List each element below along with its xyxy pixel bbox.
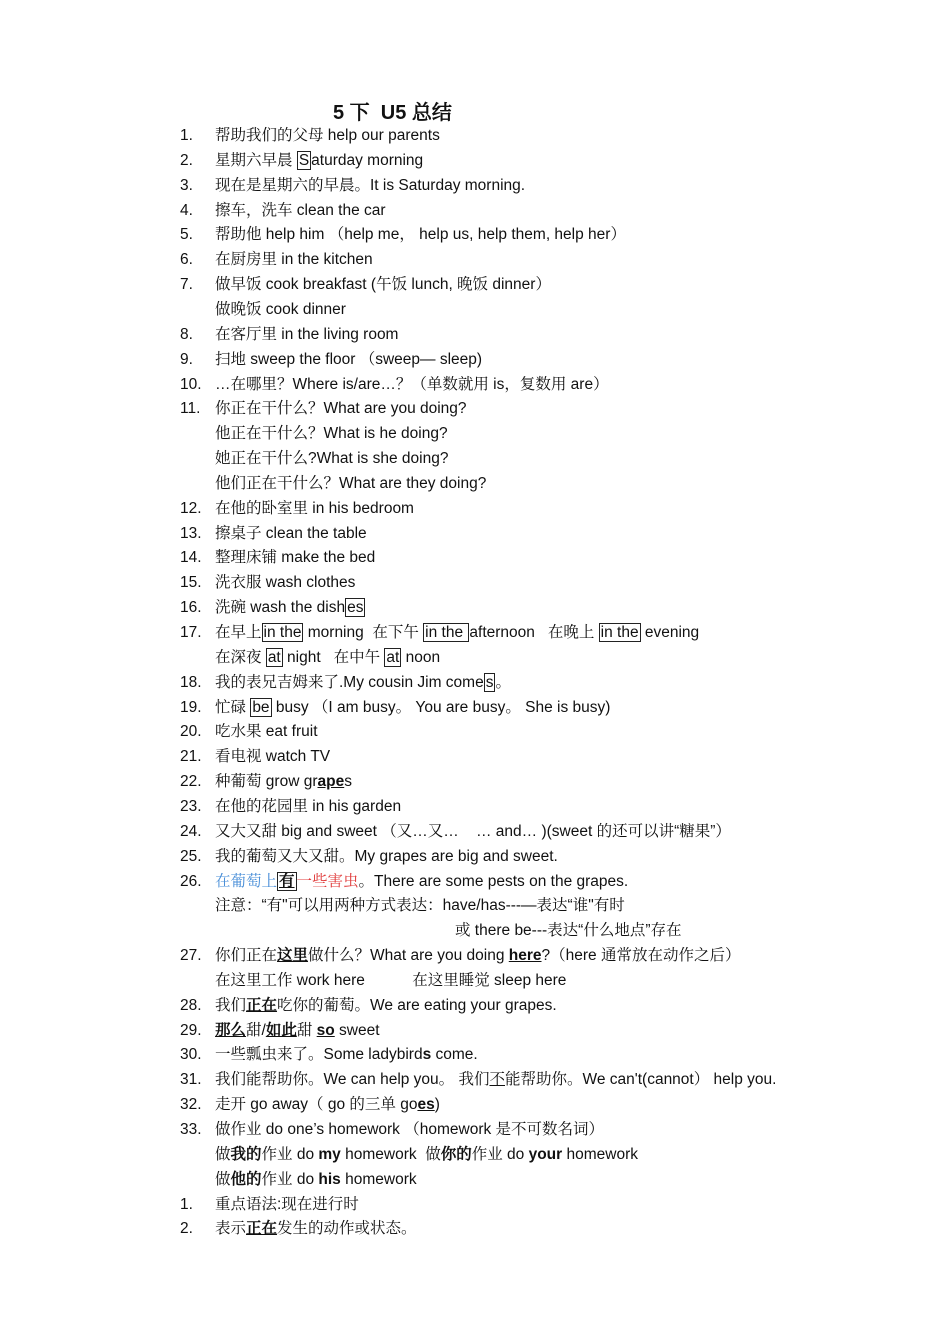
text-run: 又大又甜 big and sweet （又…又… … and… )(sweet 的还可以讲“糖果”） bbox=[215, 822, 731, 840]
line-text bbox=[215, 1043, 478, 1067]
text-run: 洗碗 wash the dish bbox=[215, 599, 346, 617]
text-run: ?（here 通常放在动作之后） bbox=[541, 947, 741, 965]
line-text bbox=[215, 1217, 417, 1241]
marked-text: 这里 bbox=[277, 947, 309, 965]
text-run: 表示 bbox=[215, 1220, 247, 1238]
text-run: evening bbox=[640, 624, 700, 641]
marked-text: s bbox=[485, 673, 494, 691]
line-number: 19. bbox=[180, 698, 202, 716]
text-run: 在他的卧室里 in his bedroom bbox=[215, 499, 414, 517]
marked-text: s bbox=[422, 1046, 432, 1064]
text-run: homework bbox=[562, 1145, 638, 1163]
line-text bbox=[215, 1193, 359, 1217]
line-text bbox=[215, 1068, 776, 1092]
line-text bbox=[215, 596, 365, 620]
text-run: 他们正在干什么？What are they doing? bbox=[215, 474, 487, 492]
text-run: 在深夜 bbox=[215, 648, 266, 666]
text-run: 他正在干什么？What is he doing? bbox=[215, 425, 448, 443]
text-run: 现在是星期六的早晨。It is Saturday morning. bbox=[215, 176, 526, 194]
text-run: aturday morning bbox=[311, 151, 424, 169]
line-number: 22. bbox=[180, 773, 202, 791]
line-text bbox=[215, 1118, 604, 1142]
marked-text: in the bbox=[263, 624, 302, 641]
text-run: 我的表兄吉姆来了.My cousin Jim come bbox=[215, 673, 484, 691]
line-number: 8. bbox=[180, 325, 193, 343]
text-run: 做什么？What are you doing bbox=[308, 947, 509, 965]
text-run: ) bbox=[434, 1096, 440, 1114]
marked-text: 正在 bbox=[246, 996, 278, 1014]
text-run: 甜 bbox=[296, 1021, 317, 1039]
line-number: 10. bbox=[180, 375, 202, 393]
text-run: 我的葡萄又大又甜。My grapes are big and sweet. bbox=[215, 847, 558, 865]
line-number: 4. bbox=[180, 201, 193, 219]
marked-text: his bbox=[318, 1170, 341, 1188]
text-run: 吃水果 eat fruit bbox=[215, 723, 318, 741]
line-text bbox=[215, 223, 626, 247]
text-run: 擦桌子 clean the table bbox=[215, 524, 367, 542]
line-text bbox=[215, 944, 740, 968]
marked-text: in the bbox=[600, 624, 639, 641]
marked-text: 那么 bbox=[215, 1021, 247, 1039]
line-text bbox=[215, 1168, 417, 1192]
line-number: 11. bbox=[180, 400, 201, 418]
text-run: 能帮助你。We can't(cannot） help you. bbox=[505, 1071, 777, 1089]
line-number: 2. bbox=[180, 1220, 193, 1238]
marked-text: at bbox=[267, 648, 281, 666]
line-number: 20. bbox=[180, 723, 202, 741]
line-number: 24. bbox=[180, 822, 202, 840]
text-run: 吃你的葡萄。We are eating your grapes. bbox=[277, 996, 557, 1014]
text-run: come. bbox=[431, 1046, 478, 1064]
marked-text: S bbox=[298, 151, 310, 169]
text-run: 重点语法:现在进行时 bbox=[215, 1195, 359, 1213]
line-text bbox=[215, 298, 346, 322]
line-number: 6. bbox=[180, 251, 193, 269]
marked-text: 正在 bbox=[246, 1220, 278, 1238]
text-run: 星期六早晨 bbox=[215, 151, 297, 169]
line-text bbox=[215, 497, 414, 521]
line-text bbox=[215, 745, 330, 769]
text-run: 她正在干什么?What is she doing? bbox=[215, 450, 449, 468]
text-run: homework 做 bbox=[340, 1145, 441, 1163]
text-run: 做 bbox=[215, 1170, 231, 1188]
text-run: 我们 bbox=[215, 996, 247, 1014]
line-number: 14. bbox=[180, 549, 202, 567]
text-run: 。There are some pests on the grapes. bbox=[358, 872, 629, 890]
marked-text: at bbox=[386, 648, 400, 666]
line-number: 16. bbox=[180, 599, 202, 617]
line-text bbox=[215, 472, 486, 496]
line-number: 30. bbox=[180, 1046, 202, 1064]
line-text bbox=[215, 1143, 638, 1167]
line-text bbox=[215, 894, 625, 918]
marked-text: 有 bbox=[279, 872, 295, 890]
line-text bbox=[215, 696, 610, 720]
marked-text: ape bbox=[317, 773, 345, 791]
line-text bbox=[215, 770, 352, 794]
marked-text: my bbox=[318, 1145, 341, 1163]
line-number: 2. bbox=[180, 151, 193, 169]
text-run: s bbox=[344, 773, 352, 791]
marked-text: 不 bbox=[489, 1071, 505, 1089]
line-number: 25. bbox=[180, 847, 202, 865]
text-run: 在他的花园里 in his garden bbox=[215, 797, 402, 815]
line-number: 27. bbox=[180, 947, 202, 965]
text-run: 我们能帮助你。We can help you。 我们 bbox=[215, 1071, 490, 1089]
text-run: afternoon 在晚上 bbox=[469, 624, 599, 641]
text-run: 你们正在 bbox=[215, 947, 278, 965]
text-run: 帮助他 help him （help me， help us, help them, help her） bbox=[215, 226, 626, 244]
line-number: 17. bbox=[180, 624, 202, 641]
line-number: 23. bbox=[180, 797, 202, 815]
line-number: 13. bbox=[180, 524, 202, 542]
line-text bbox=[215, 646, 440, 670]
text-run: 在这里工作 work here 在这里睡觉 sleep here bbox=[215, 971, 567, 989]
line-number: 1. bbox=[180, 1195, 193, 1213]
marked-text: es bbox=[417, 1096, 435, 1114]
text-run: 你正在干什么？What are you doing? bbox=[215, 400, 467, 418]
text-run: 洗衣服 wash clothes bbox=[215, 574, 356, 592]
text-run: sweet bbox=[334, 1021, 380, 1039]
text-run: noon bbox=[401, 648, 441, 666]
line-number: 12. bbox=[180, 499, 202, 517]
line-text bbox=[215, 1019, 380, 1043]
marked-text: es bbox=[347, 599, 364, 617]
line-text bbox=[215, 323, 398, 347]
line-text bbox=[215, 397, 467, 421]
marked-text: 我的 bbox=[230, 1145, 262, 1163]
marked-text: in the bbox=[425, 624, 468, 641]
text-run: 做晚饭 cook dinner bbox=[215, 300, 346, 318]
line-text bbox=[215, 671, 511, 695]
text-run: 擦车，洗车 clean the car bbox=[215, 201, 386, 219]
text-run: 一些瓢虫来了。Some ladybird bbox=[215, 1046, 423, 1064]
text-run: 注意：“有"可以用两种方式表达：have/has---—表达“谁"有时 bbox=[215, 897, 625, 915]
line-text bbox=[215, 720, 318, 744]
line-text bbox=[215, 870, 628, 894]
line-number: 7. bbox=[180, 276, 193, 294]
line-text bbox=[215, 969, 566, 993]
line-text bbox=[215, 422, 448, 446]
line-text bbox=[215, 124, 440, 148]
text-run: homework bbox=[340, 1170, 417, 1188]
marked-text: 在葡萄上 bbox=[215, 872, 278, 890]
line-number: 29. bbox=[180, 1021, 202, 1039]
marked-text: so bbox=[316, 1021, 335, 1039]
text-run: 。 bbox=[495, 673, 511, 691]
line-text bbox=[215, 546, 375, 570]
text-run: 做 bbox=[215, 1145, 231, 1163]
text-run: 或 there be---表达“什么地点”存在 bbox=[455, 922, 682, 940]
text-run: 做早饭 cook breakfast (午饭 lunch, 晚饭 dinner） bbox=[215, 276, 551, 294]
text-run: night 在中午 bbox=[282, 648, 385, 666]
marked-text: be bbox=[252, 698, 270, 716]
line-text bbox=[215, 621, 699, 645]
line-number: 1. bbox=[180, 127, 193, 144]
marked-text: 你的 bbox=[440, 1145, 472, 1163]
line-number: 3. bbox=[180, 176, 193, 194]
line-number: 33. bbox=[180, 1121, 202, 1138]
marked-text: 一些害虫 bbox=[296, 872, 359, 890]
line-text bbox=[215, 174, 525, 198]
text-run: 走开 go away（ go 的三单 go bbox=[215, 1096, 418, 1114]
page-title: 5 下 U5 总结 bbox=[333, 102, 452, 124]
line-number: 18. bbox=[180, 673, 202, 691]
text-run: 在客厅里 in the living room bbox=[215, 325, 399, 343]
line-text bbox=[215, 149, 423, 173]
text-run: 作业 do bbox=[261, 1145, 319, 1163]
marked-text: here bbox=[508, 947, 542, 965]
text-run: 作业 do bbox=[261, 1170, 319, 1188]
line-text bbox=[215, 820, 731, 844]
text-run: 帮助我们的父母 help our parents bbox=[215, 127, 440, 144]
line-text bbox=[215, 845, 558, 869]
line-text bbox=[215, 795, 401, 819]
text-run: 看电视 watch TV bbox=[215, 748, 331, 766]
line-text bbox=[215, 1093, 440, 1117]
line-text bbox=[215, 994, 557, 1018]
line-text bbox=[215, 373, 609, 397]
line-text bbox=[215, 348, 482, 372]
line-text bbox=[215, 522, 367, 546]
text-run: 做作业 do one’s homework （homework 是不可数名词） bbox=[215, 1121, 605, 1138]
marked-text: 他的 bbox=[230, 1170, 262, 1188]
line-number: 21. bbox=[180, 748, 202, 766]
text-run: 忙碌 bbox=[215, 698, 251, 716]
line-number: 32. bbox=[180, 1096, 202, 1114]
line-text bbox=[215, 447, 448, 471]
line-text bbox=[215, 248, 373, 272]
text-run: …在哪里？Where is/are…？（单数就用 is，复数用 are） bbox=[215, 375, 609, 393]
text-run: busy （I am busy。 You are busy。 She is busy) bbox=[271, 698, 611, 716]
line-text bbox=[215, 199, 386, 223]
text-run: morning 在下午 bbox=[303, 624, 424, 641]
text-run: 种葡萄 grow gr bbox=[215, 773, 318, 791]
marked-text: your bbox=[528, 1145, 563, 1163]
line-number: 5. bbox=[180, 226, 193, 244]
line-text bbox=[455, 919, 682, 943]
line-text bbox=[215, 273, 551, 297]
text-run: 发生的动作或状态。 bbox=[277, 1220, 417, 1238]
text-run: 整理床铺 make the bed bbox=[215, 549, 376, 567]
line-number: 9. bbox=[180, 350, 193, 368]
line-number: 31. bbox=[180, 1071, 202, 1089]
marked-text: 如此 bbox=[265, 1021, 297, 1039]
line-number: 28. bbox=[180, 996, 202, 1014]
text-run: 甜/ bbox=[246, 1021, 266, 1039]
text-run: 在厨房里 in the kitchen bbox=[215, 251, 373, 269]
line-text bbox=[215, 571, 355, 595]
text-run: 扫地 sweep the floor （sweep— sleep) bbox=[215, 350, 483, 368]
line-number: 15. bbox=[180, 574, 202, 592]
text-run: 在早上 bbox=[215, 624, 262, 641]
line-number: 26. bbox=[180, 872, 202, 890]
text-run: 作业 do bbox=[471, 1145, 529, 1163]
